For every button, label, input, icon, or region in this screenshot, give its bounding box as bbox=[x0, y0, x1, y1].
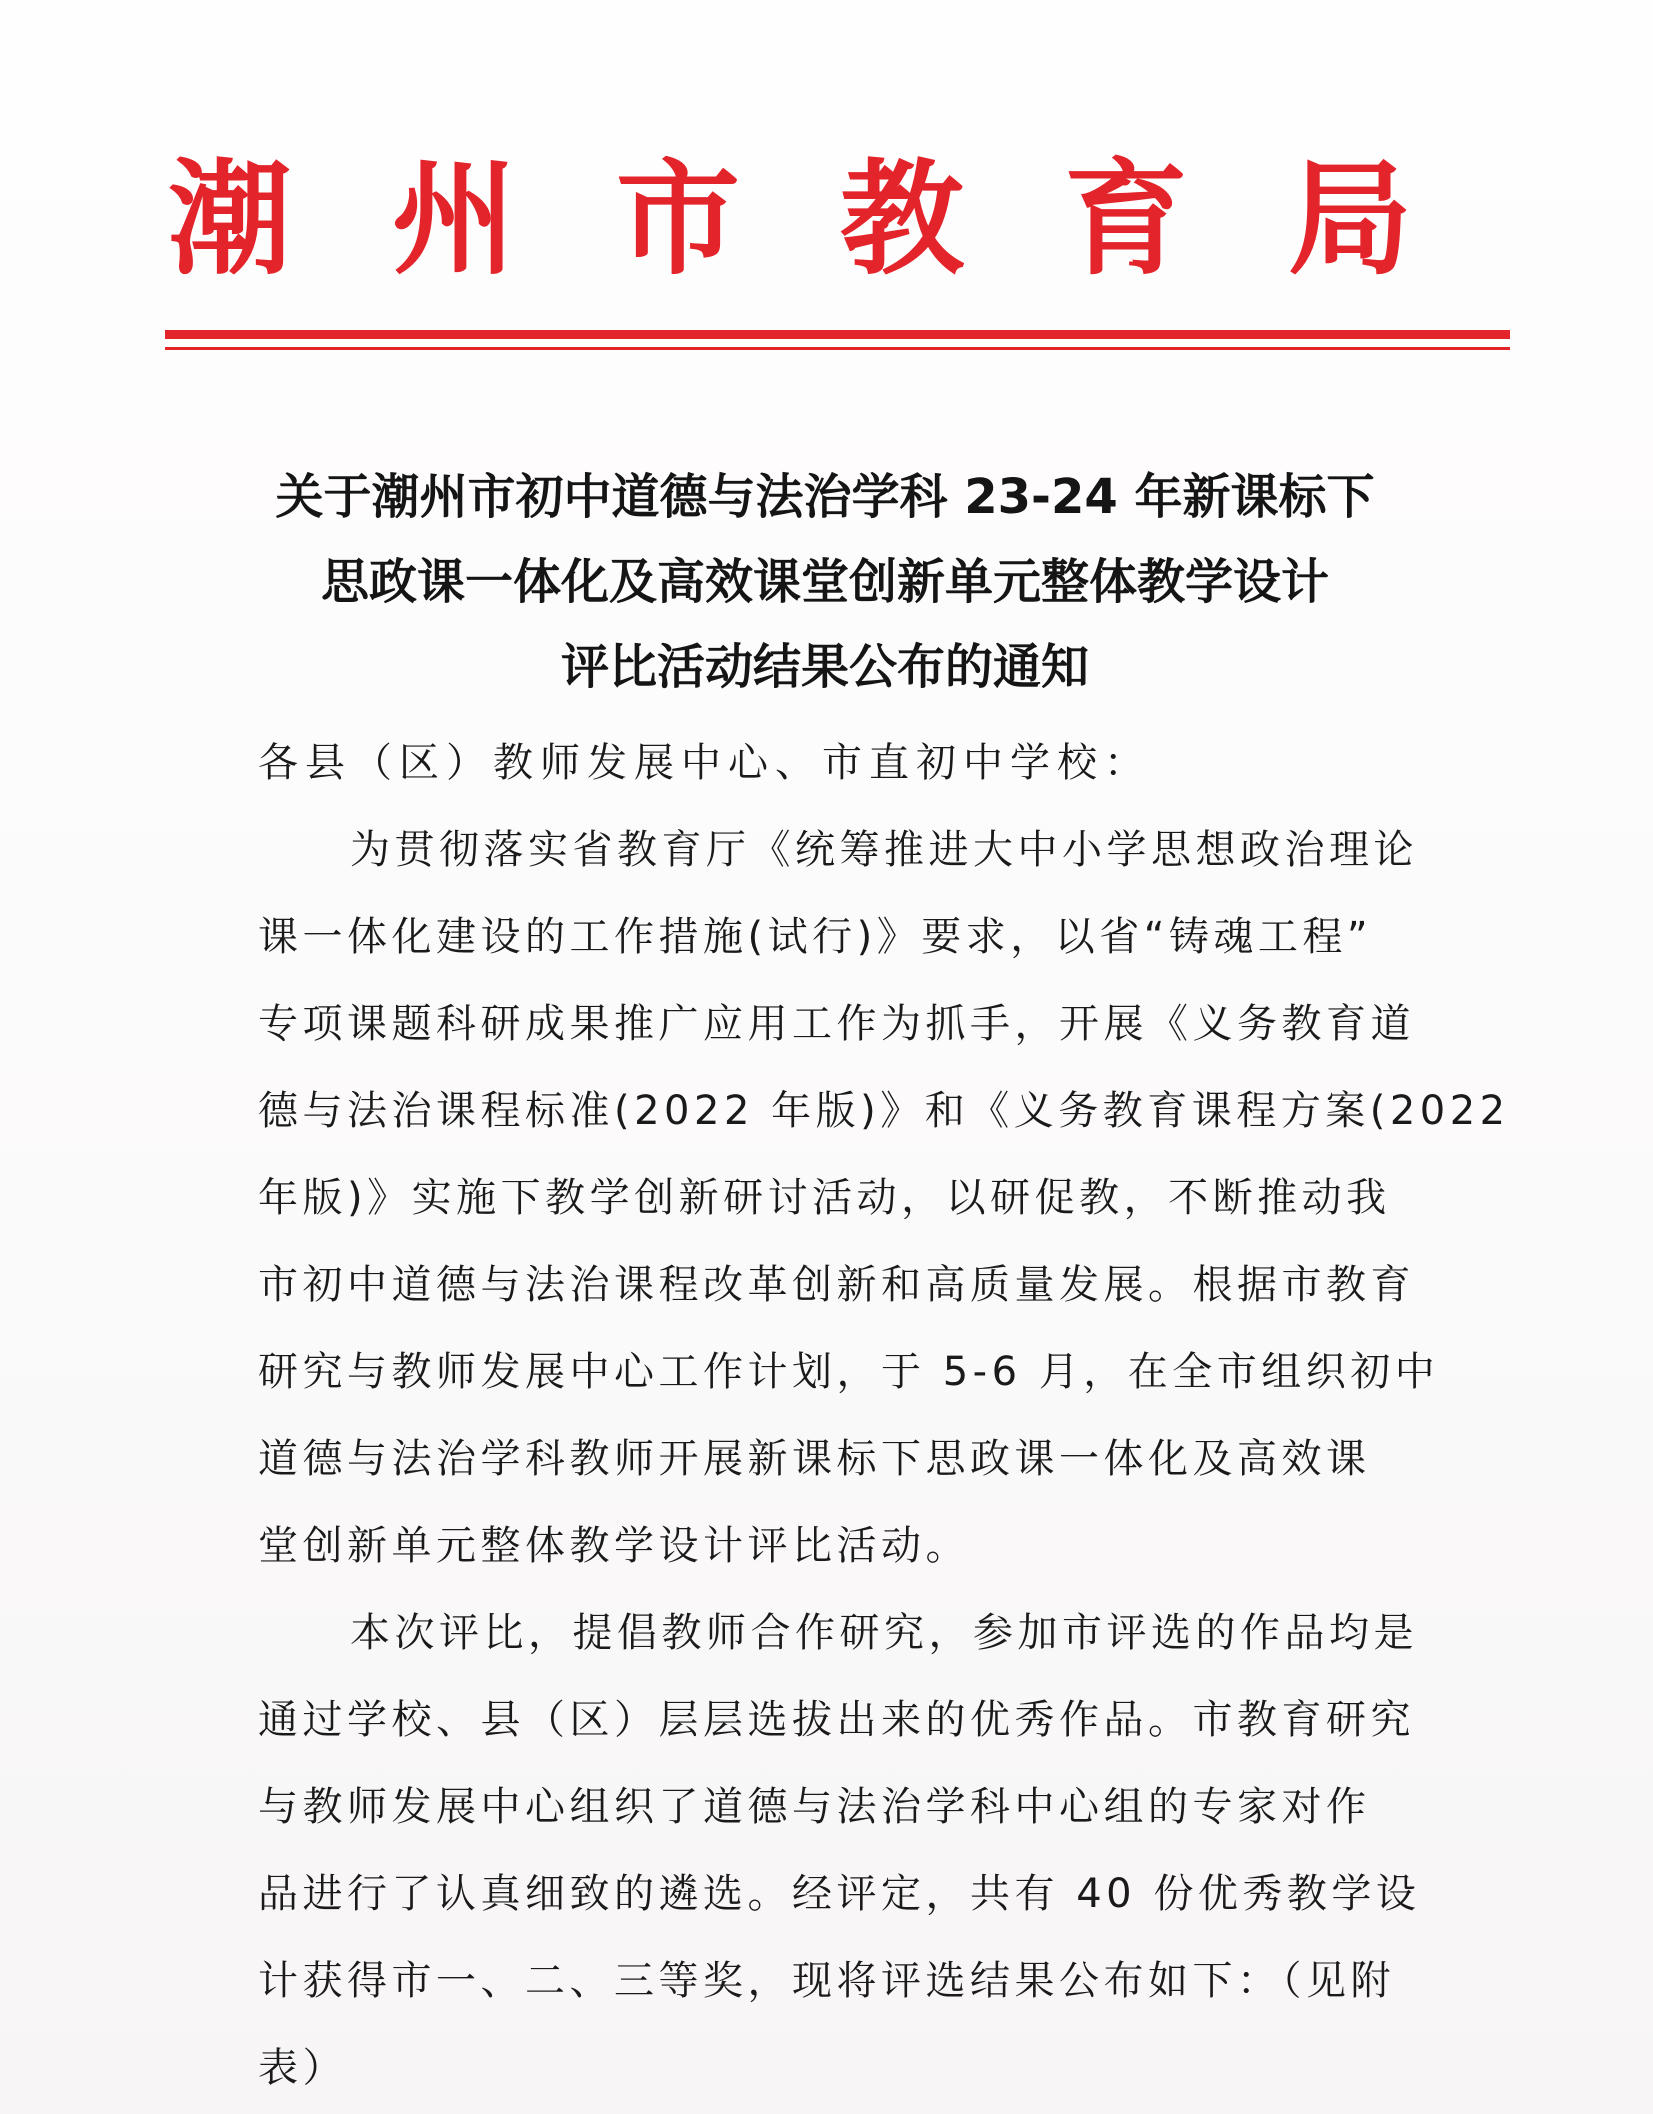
paragraph-line: 市初中道德与法治课程改革创新和高质量发展。根据市教育 bbox=[258, 1262, 1415, 1308]
letterhead-char: 局 bbox=[1287, 147, 1412, 292]
paragraph-2 bbox=[258, 1590, 1421, 2112]
paragraph-line: 表） bbox=[258, 2045, 347, 2091]
letterhead-agency-name bbox=[160, 147, 1420, 292]
letterhead-char: 州 bbox=[391, 147, 516, 292]
paragraph-line: 年版)》实施下教学创新研讨活动，以研促教，不断推动我 bbox=[258, 1175, 1391, 1221]
paragraph-line: 堂创新单元整体教学设计评比活动。 bbox=[258, 1523, 970, 1569]
paragraph-1 bbox=[258, 807, 1510, 1590]
letterhead-char: 育 bbox=[1063, 147, 1188, 292]
paragraph-line: 通过学校、县（区）层层选拔出来的优秀作品。市教育研究 bbox=[258, 1697, 1415, 1743]
title-line: 关于潮州市初中道德与法治学科 23-24 年新课标下 bbox=[275, 469, 1375, 525]
paragraph-line: 本次评比，提倡教师合作研究，参加市评选的作品均是 bbox=[350, 1610, 1418, 1656]
paragraph-line: 专项课题科研成果推广应用工作为抓手，开展《义务教育道 bbox=[258, 1001, 1415, 1047]
letterhead-char: 市 bbox=[615, 147, 740, 292]
title-line: 思政课一体化及高效课堂创新单元整体教学设计 bbox=[320, 554, 1329, 610]
paragraph-line: 课一体化建设的工作措施(试行)》要求，以省“铸魂工程” bbox=[258, 914, 1373, 960]
letterhead-char: 教 bbox=[839, 147, 964, 292]
paragraph-line: 德与法治课程标准(2022 年版)》和《义务教育课程方案(2022 bbox=[258, 1088, 1510, 1134]
document-body bbox=[258, 720, 1510, 2112]
letterhead-divider-thick bbox=[165, 330, 1510, 339]
paragraph-line: 道德与法治学科教师开展新课标下思政课一体化及高效课 bbox=[258, 1436, 1371, 1482]
letterhead-char: 潮 bbox=[167, 147, 292, 292]
paragraph-line: 为贯彻落实省教育厅《统筹推进大中小学思想政治理论 bbox=[350, 827, 1418, 873]
title-line: 评比活动结果公布的通知 bbox=[560, 639, 1089, 695]
letterhead-divider-thin bbox=[165, 347, 1510, 350]
document-title bbox=[160, 455, 1490, 710]
paragraph-line: 计获得市一、二、三等奖，现将评选结果公布如下：（见附 bbox=[258, 1958, 1395, 2004]
paragraph-line: 与教师发展中心组织了道德与法治学科中心组的专家对作 bbox=[258, 1784, 1371, 1830]
paragraph-line: 品进行了认真细致的遴选。经评定，共有 40 份优秀教学设 bbox=[258, 1871, 1421, 1917]
paragraph-line: 研究与教师发展中心工作计划，于 5-6 月，在全市组织初中 bbox=[258, 1349, 1440, 1395]
salutation: 各县（区）教师发展中心、市直初中学校： bbox=[258, 740, 1151, 786]
